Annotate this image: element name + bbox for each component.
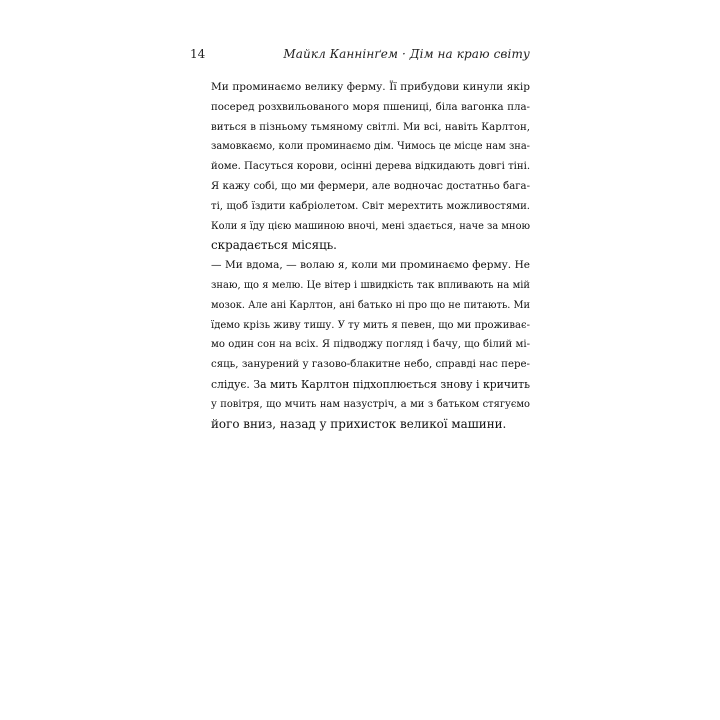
text-line: ті, щоб їздити кабріолетом. Світ мерехтить можливостями. (211, 200, 530, 212)
body-text (190, 78, 530, 434)
text-line: скрадається місяць. (211, 238, 337, 253)
text-line: Коли я їду цією машиною вночі, мені здається, наче за мною (211, 220, 530, 232)
text-line: його вниз, назад у прихисток великої машини. (211, 416, 507, 431)
text-line: мо один сон на всіх. Я підводжу погляд і бачу, що білий мі- (211, 339, 530, 351)
page-header (190, 47, 530, 61)
text-line: виться в пізньому тьмяному світлі. Ми всі, навіть Карлтон, (211, 121, 530, 133)
text-line: Ми проминаємо велику ферму. Її прибудови кинули якір (211, 81, 530, 93)
text-line: посеред розхвильованого моря пшениці, біла вагонка пла- (211, 101, 530, 113)
text-line: знаю, що я мелю. Це вітер і швидкість так впливають на мій (211, 279, 530, 291)
text-line: — Ми вдома, — волаю я, коли ми проминаємо ферму. Не (211, 259, 530, 272)
text-line: сяць, занурений у газово-блакитне небо, справді нас пере- (211, 359, 530, 371)
paragraph (190, 256, 530, 434)
text-line: мозок. Але ані Карлтон, ані батько ні про що не питають. Ми (211, 299, 531, 311)
text-line: Я кажу собі, що ми фермери, але водночас достатньо бага- (211, 180, 530, 192)
text-line: слідує. За мить Карлтон підхоплюється знову і кричить (211, 377, 530, 391)
text-line: замовкаємо, коли проминаємо дім. Чимось це місце нам зна- (211, 141, 530, 153)
page-number: 14 (190, 47, 206, 61)
text-line: у повітря, що мчить нам назустріч, а ми з батьком стягуємо (211, 398, 530, 410)
running-head: Майкл Каннінґем · Дім на краю світу (283, 47, 530, 61)
paragraph (190, 78, 530, 256)
text-line: їдемо крізь живу тишу. У ту мить я певен, що ми проживає- (211, 319, 530, 331)
text-line: йоме. Пасуться корови, осінні дерева відкидають довгі тіні. (211, 161, 531, 173)
